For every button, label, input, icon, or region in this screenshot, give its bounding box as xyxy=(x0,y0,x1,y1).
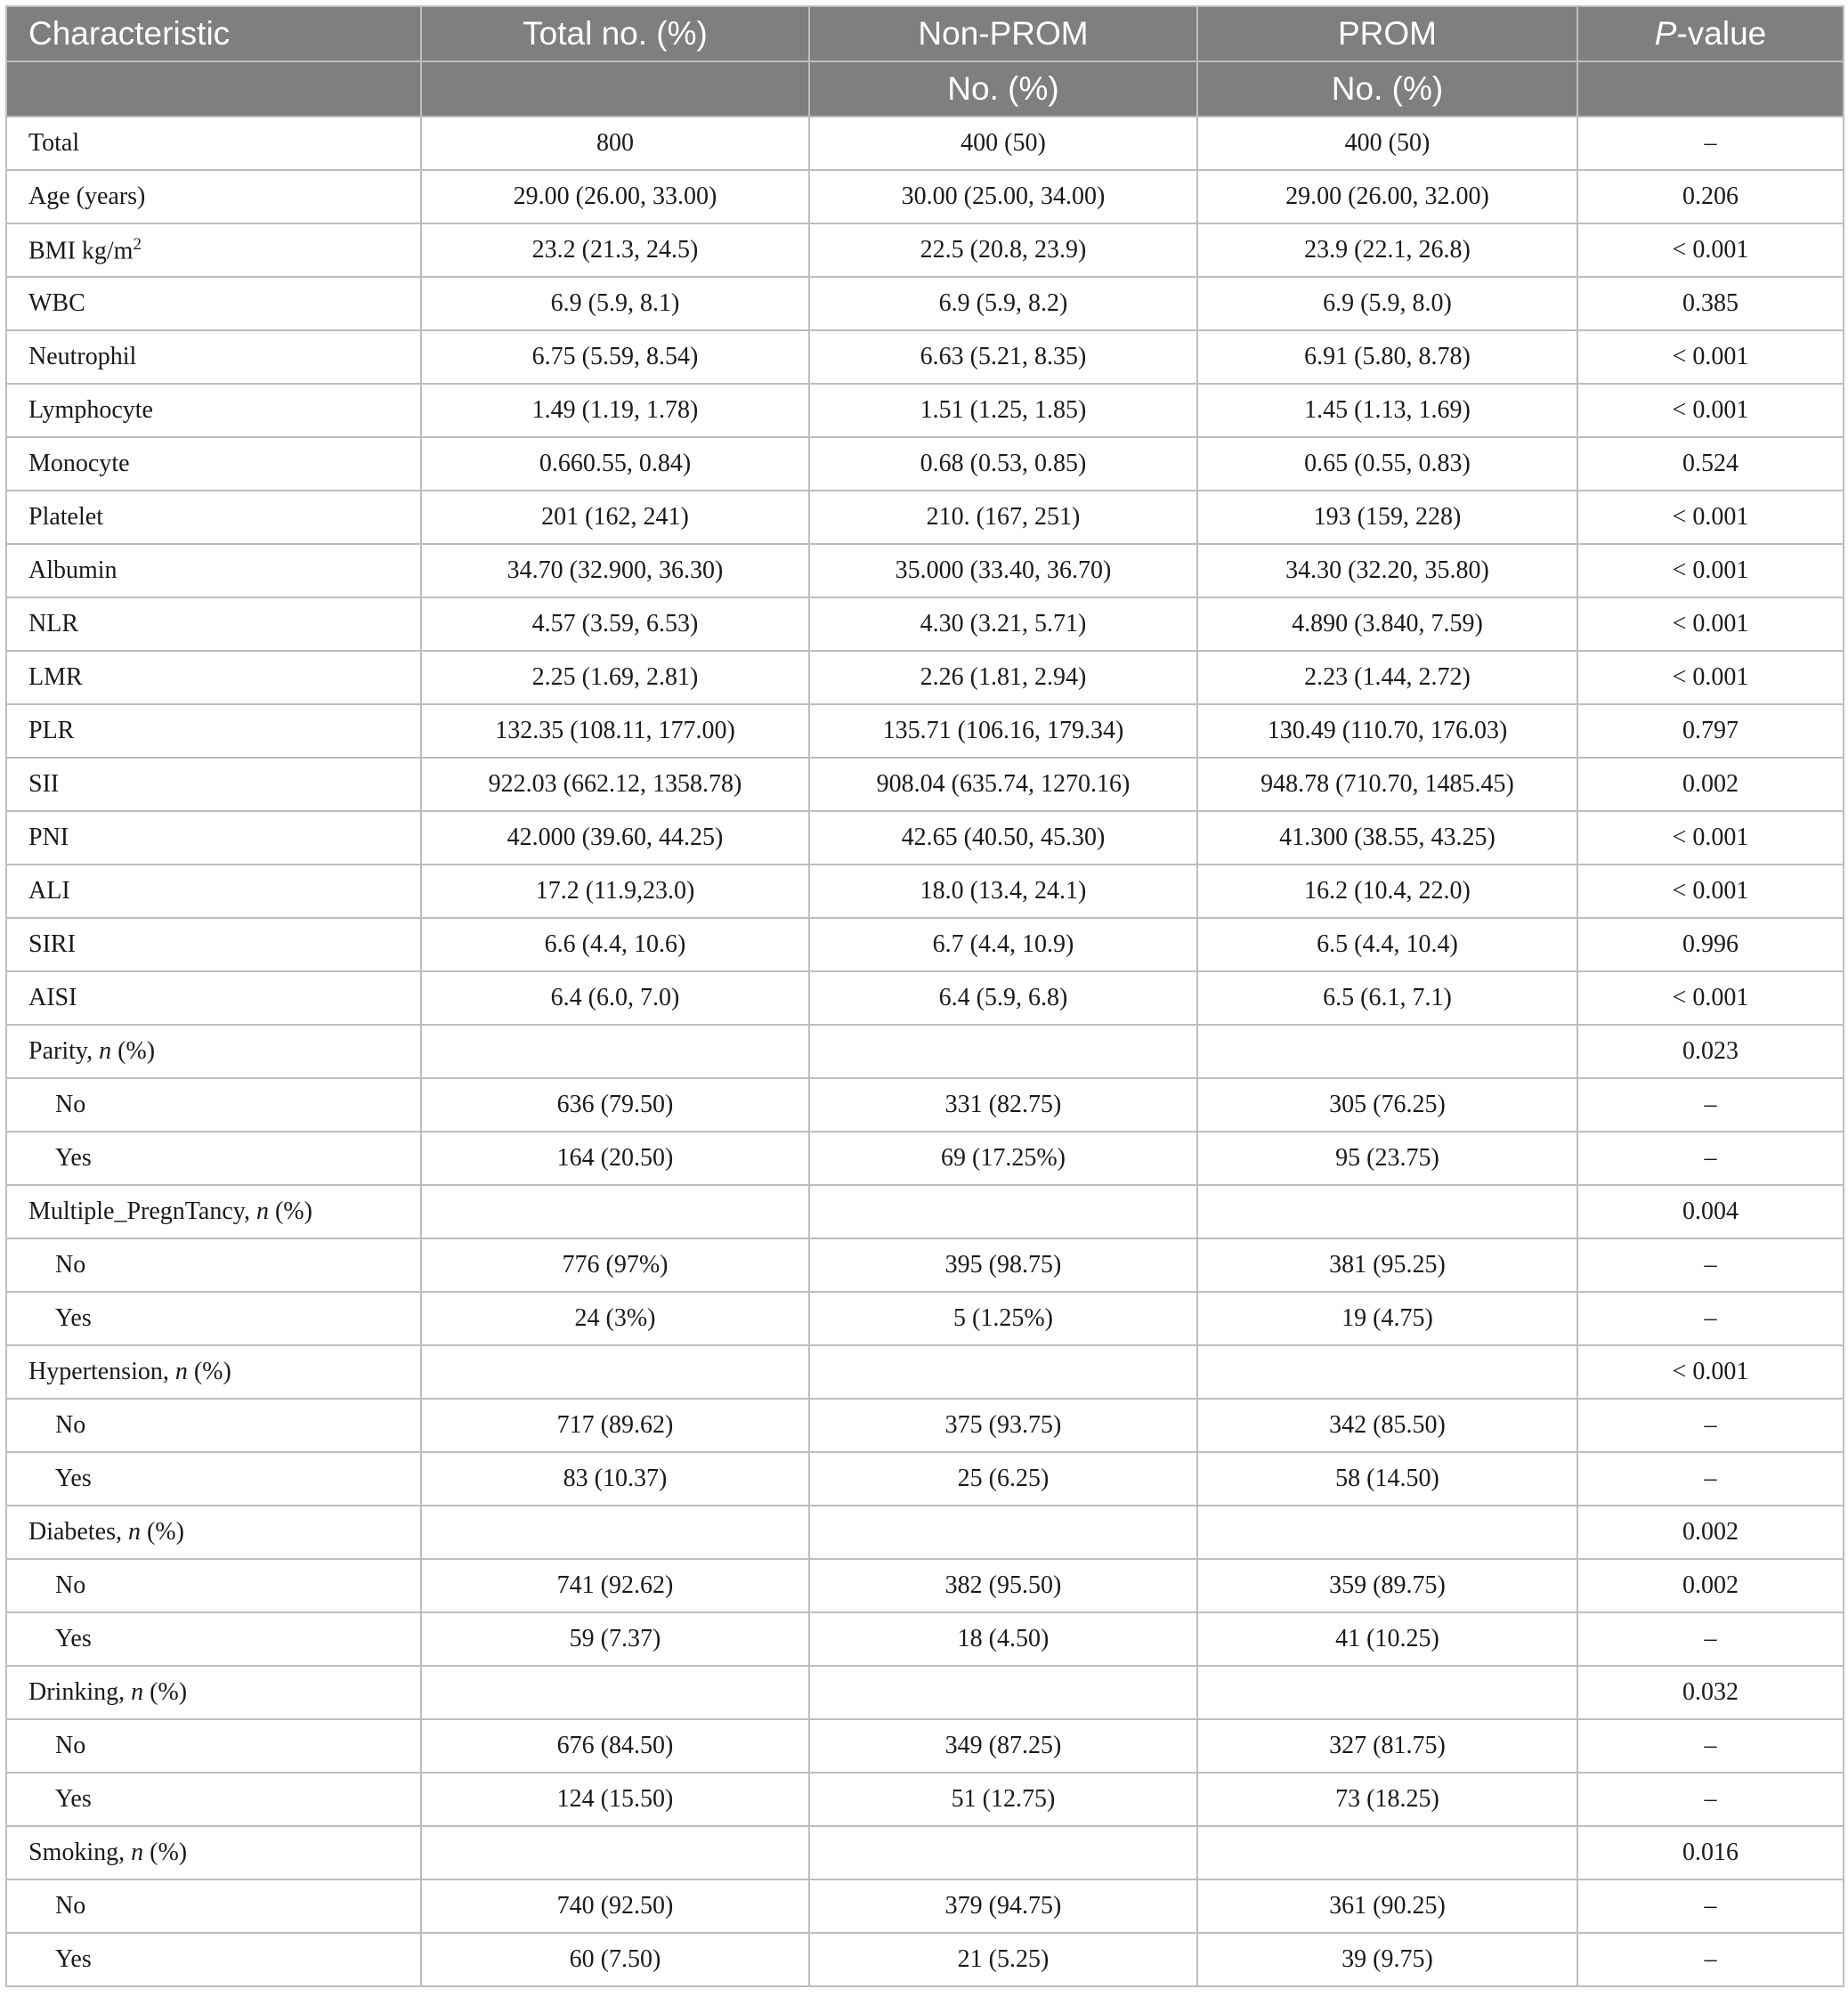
row-label-text: No xyxy=(55,1732,86,1759)
row-label xyxy=(6,865,421,918)
cell-p-value: – xyxy=(1577,1612,1844,1666)
row-label xyxy=(6,330,421,384)
header-sub-empty xyxy=(1577,61,1844,117)
header-non-prom: Non-PROM xyxy=(809,6,1197,61)
row-label-text: No xyxy=(55,1571,86,1599)
header-total: Total no. (%) xyxy=(421,6,809,61)
cell-prom xyxy=(1197,1826,1577,1879)
row-label xyxy=(6,597,421,651)
row-label-text: Parity, xyxy=(28,1037,100,1065)
cell-total: 29.00 (26.00, 33.00) xyxy=(421,170,809,223)
row-label-text: No xyxy=(55,1251,86,1279)
row-label xyxy=(6,437,421,491)
cell-total: 676 (84.50) xyxy=(421,1719,809,1773)
cell-total: 636 (79.50) xyxy=(421,1078,809,1132)
cell-total: 4.57 (3.59, 6.53) xyxy=(421,597,809,651)
table-row xyxy=(6,651,1844,704)
cell-prom: 6.5 (6.1, 7.1) xyxy=(1197,971,1577,1025)
header-subrow xyxy=(6,61,1844,117)
cell-prom: 130.49 (110.70, 176.03) xyxy=(1197,704,1577,758)
cell-prom: 342 (85.50) xyxy=(1197,1399,1577,1452)
row-label-text: Diabetes, xyxy=(28,1518,128,1546)
cell-p-value: – xyxy=(1577,117,1844,170)
table-row xyxy=(6,1933,1844,1986)
cell-prom: 95 (23.75) xyxy=(1197,1132,1577,1185)
cell-non-prom: 30.00 (25.00, 34.00) xyxy=(809,170,1197,223)
header-p-italic: P xyxy=(1654,15,1677,52)
cell-non-prom xyxy=(809,1025,1197,1078)
table-row xyxy=(6,704,1844,758)
table-row xyxy=(6,223,1844,277)
row-label-text: SII xyxy=(28,770,60,798)
table-row xyxy=(6,811,1844,865)
cell-prom: 29.00 (26.00, 32.00) xyxy=(1197,170,1577,223)
cell-non-prom: 22.5 (20.8, 23.9) xyxy=(809,223,1197,277)
cell-prom: 41.300 (38.55, 43.25) xyxy=(1197,811,1577,865)
row-label-text: AISI xyxy=(28,984,77,1011)
cell-total: 717 (89.62) xyxy=(421,1399,809,1452)
table-row xyxy=(6,330,1844,384)
cell-total xyxy=(421,1025,809,1078)
table-row xyxy=(6,1879,1844,1933)
cell-non-prom: 210. (167, 251) xyxy=(809,491,1197,544)
cell-p-value: 0.016 xyxy=(1577,1826,1844,1879)
cell-prom: 305 (76.25) xyxy=(1197,1078,1577,1132)
cell-non-prom: 18 (4.50) xyxy=(809,1612,1197,1666)
table-row xyxy=(6,1185,1844,1238)
table-row xyxy=(6,1452,1844,1506)
cell-total: 60 (7.50) xyxy=(421,1933,809,1986)
row-label-italic: n xyxy=(127,1518,141,1546)
row-label-text: LMR xyxy=(28,663,83,691)
table-row xyxy=(6,597,1844,651)
row-label-text: Albumin xyxy=(28,556,118,584)
cell-total: 23.2 (21.3, 24.5) xyxy=(421,223,809,277)
row-label xyxy=(6,1238,421,1292)
cell-non-prom: 5 (1.25%) xyxy=(809,1292,1197,1345)
cell-total: 741 (92.62) xyxy=(421,1559,809,1612)
cell-p-value: < 0.001 xyxy=(1577,1345,1844,1399)
cell-total: 6.9 (5.9, 8.1) xyxy=(421,277,809,330)
header-prom-sub: No. (%) xyxy=(1197,61,1577,117)
cell-non-prom: 908.04 (635.74, 1270.16) xyxy=(809,758,1197,811)
row-label-text: Yes xyxy=(55,1785,92,1813)
table-row xyxy=(6,971,1844,1025)
cell-prom: 327 (81.75) xyxy=(1197,1719,1577,1773)
row-label-text: Yes xyxy=(55,1945,92,1973)
row-label-suffix: (%) xyxy=(268,1197,312,1225)
cell-p-value: 0.206 xyxy=(1577,170,1844,223)
cell-non-prom: 21 (5.25) xyxy=(809,1933,1197,1986)
cell-p-value: – xyxy=(1577,1933,1844,1986)
header-non-prom-sub: No. (%) xyxy=(809,61,1197,117)
row-label-text: Hypertension, xyxy=(28,1358,175,1385)
table-row xyxy=(6,1666,1844,1719)
cell-non-prom: 42.65 (40.50, 45.30) xyxy=(809,811,1197,865)
cell-non-prom xyxy=(809,1826,1197,1879)
row-label-text: NLR xyxy=(28,610,78,637)
row-label xyxy=(6,1666,421,1719)
table-row xyxy=(6,117,1844,170)
table-row xyxy=(6,1132,1844,1185)
cell-p-value: 0.385 xyxy=(1577,277,1844,330)
row-label-italic: n xyxy=(131,1839,144,1866)
cell-p-value: – xyxy=(1577,1719,1844,1773)
row-label xyxy=(6,1345,421,1399)
row-label xyxy=(6,1506,421,1559)
cell-p-value: – xyxy=(1577,1399,1844,1452)
row-label xyxy=(6,1773,421,1826)
cell-p-value: 0.524 xyxy=(1577,437,1844,491)
cell-non-prom xyxy=(809,1666,1197,1719)
cell-p-value: 0.004 xyxy=(1577,1185,1844,1238)
header-p-rest: -value xyxy=(1676,15,1767,52)
row-label-suffix: (%) xyxy=(143,1839,188,1866)
row-label xyxy=(6,170,421,223)
cell-p-value: < 0.001 xyxy=(1577,384,1844,437)
cell-non-prom: 382 (95.50) xyxy=(809,1559,1197,1612)
cell-total: 83 (10.37) xyxy=(421,1452,809,1506)
row-label-text: Yes xyxy=(55,1465,92,1492)
row-label xyxy=(6,1078,421,1132)
table-body xyxy=(6,117,1844,1986)
cell-total: 6.75 (5.59, 8.54) xyxy=(421,330,809,384)
row-label-text: Smoking, xyxy=(28,1839,132,1866)
cell-non-prom: 331 (82.75) xyxy=(809,1078,1197,1132)
row-label-text: Total xyxy=(28,129,80,157)
row-label-text: SIRI xyxy=(28,930,76,958)
header-row xyxy=(6,6,1844,61)
cell-prom: 6.5 (4.4, 10.4) xyxy=(1197,918,1577,971)
cell-prom: 2.23 (1.44, 2.72) xyxy=(1197,651,1577,704)
row-label xyxy=(6,277,421,330)
cell-non-prom: 379 (94.75) xyxy=(809,1879,1197,1933)
header-p-value xyxy=(1577,6,1844,61)
row-label-text: Multiple_PregnTancy, xyxy=(28,1197,256,1225)
row-label xyxy=(6,223,421,277)
row-label-italic: n xyxy=(131,1678,144,1706)
row-label-italic: n xyxy=(255,1197,269,1225)
cell-total: 34.70 (32.900, 36.30) xyxy=(421,544,809,597)
row-label xyxy=(6,1612,421,1666)
cell-p-value: < 0.001 xyxy=(1577,330,1844,384)
cell-prom xyxy=(1197,1185,1577,1238)
row-label-text: Monocyte xyxy=(28,450,130,477)
row-label xyxy=(6,918,421,971)
table-row xyxy=(6,384,1844,437)
cell-prom: 0.65 (0.55, 0.83) xyxy=(1197,437,1577,491)
table-row xyxy=(6,170,1844,223)
cell-non-prom: 400 (50) xyxy=(809,117,1197,170)
cell-prom: 34.30 (32.20, 35.80) xyxy=(1197,544,1577,597)
cell-prom: 4.890 (3.840, 7.59) xyxy=(1197,597,1577,651)
cell-non-prom: 6.7 (4.4, 10.9) xyxy=(809,918,1197,971)
cell-total: 0.660.55, 0.84) xyxy=(421,437,809,491)
row-label xyxy=(6,544,421,597)
table-row xyxy=(6,865,1844,918)
row-label-text: Yes xyxy=(55,1304,92,1332)
cell-p-value: – xyxy=(1577,1078,1844,1132)
cell-prom: 41 (10.25) xyxy=(1197,1612,1577,1666)
table-row xyxy=(6,1078,1844,1132)
row-label-italic: n xyxy=(174,1358,188,1385)
cell-prom: 39 (9.75) xyxy=(1197,1933,1577,1986)
table-row xyxy=(6,1399,1844,1452)
row-label xyxy=(6,1879,421,1933)
cell-p-value: 0.002 xyxy=(1577,758,1844,811)
row-label xyxy=(6,384,421,437)
row-label-text: Lymphocyte xyxy=(28,396,153,424)
table-row xyxy=(6,277,1844,330)
table-row xyxy=(6,1719,1844,1773)
row-label xyxy=(6,117,421,170)
row-label xyxy=(6,811,421,865)
cell-total: 6.4 (6.0, 7.0) xyxy=(421,971,809,1025)
table-row xyxy=(6,1345,1844,1399)
cell-p-value: < 0.001 xyxy=(1577,223,1844,277)
row-label-suffix: (%) xyxy=(187,1358,231,1385)
header-prom: PROM xyxy=(1197,6,1577,61)
cell-non-prom: 35.000 (33.40, 36.70) xyxy=(809,544,1197,597)
row-label-suffix: (%) xyxy=(111,1037,156,1065)
row-label xyxy=(6,1399,421,1452)
cell-prom: 58 (14.50) xyxy=(1197,1452,1577,1506)
row-label-text: Yes xyxy=(55,1625,92,1652)
cell-total xyxy=(421,1826,809,1879)
cell-prom xyxy=(1197,1506,1577,1559)
table-row xyxy=(6,1025,1844,1078)
cell-p-value: < 0.001 xyxy=(1577,865,1844,918)
cell-non-prom xyxy=(809,1506,1197,1559)
cell-non-prom: 18.0 (13.4, 24.1) xyxy=(809,865,1197,918)
cell-non-prom xyxy=(809,1185,1197,1238)
row-label-suffix: (%) xyxy=(140,1518,184,1546)
row-label-text: BMI kg/m xyxy=(28,237,134,265)
row-label-text: Age (years) xyxy=(28,183,146,210)
cell-non-prom: 375 (93.75) xyxy=(809,1399,1197,1452)
cell-total: 2.25 (1.69, 2.81) xyxy=(421,651,809,704)
cell-p-value: 0.032 xyxy=(1577,1666,1844,1719)
cell-total: 776 (97%) xyxy=(421,1238,809,1292)
cell-total: 59 (7.37) xyxy=(421,1612,809,1666)
row-label xyxy=(6,1559,421,1612)
cell-non-prom: 25 (6.25) xyxy=(809,1452,1197,1506)
cell-total: 6.6 (4.4, 10.6) xyxy=(421,918,809,971)
cell-p-value: 0.002 xyxy=(1577,1506,1844,1559)
row-label xyxy=(6,1452,421,1506)
cell-total xyxy=(421,1506,809,1559)
row-label-text: No xyxy=(55,1892,86,1920)
cell-total: 42.000 (39.60, 44.25) xyxy=(421,811,809,865)
row-label-text: Neutrophil xyxy=(28,343,137,370)
row-label-text: Yes xyxy=(55,1144,92,1172)
cell-p-value: < 0.001 xyxy=(1577,597,1844,651)
row-label xyxy=(6,1933,421,1986)
cell-p-value: – xyxy=(1577,1879,1844,1933)
row-label-text: ALI xyxy=(28,877,70,905)
row-label-italic: n xyxy=(99,1037,112,1065)
cell-non-prom: 0.68 (0.53, 0.85) xyxy=(809,437,1197,491)
cell-p-value: – xyxy=(1577,1132,1844,1185)
cell-total: 164 (20.50) xyxy=(421,1132,809,1185)
cell-p-value: – xyxy=(1577,1773,1844,1826)
table-row xyxy=(6,758,1844,811)
table-row xyxy=(6,918,1844,971)
table-row xyxy=(6,1773,1844,1826)
cell-p-value: < 0.001 xyxy=(1577,491,1844,544)
table-header xyxy=(6,6,1844,117)
cell-non-prom: 69 (17.25%) xyxy=(809,1132,1197,1185)
row-label-text: Platelet xyxy=(28,503,103,531)
cell-non-prom xyxy=(809,1345,1197,1399)
cell-non-prom: 6.63 (5.21, 8.35) xyxy=(809,330,1197,384)
cell-non-prom: 395 (98.75) xyxy=(809,1238,1197,1292)
cell-total: 740 (92.50) xyxy=(421,1879,809,1933)
cell-non-prom: 51 (12.75) xyxy=(809,1773,1197,1826)
row-label-text: Drinking, xyxy=(28,1678,132,1706)
cell-total: 24 (3%) xyxy=(421,1292,809,1345)
row-label xyxy=(6,491,421,544)
cell-prom: 359 (89.75) xyxy=(1197,1559,1577,1612)
row-label xyxy=(6,1025,421,1078)
cell-prom: 16.2 (10.4, 22.0) xyxy=(1197,865,1577,918)
row-label-text: No xyxy=(55,1411,86,1439)
table-row xyxy=(6,1238,1844,1292)
cell-p-value: 0.002 xyxy=(1577,1559,1844,1612)
table-row xyxy=(6,1559,1844,1612)
row-label xyxy=(6,1132,421,1185)
cell-non-prom: 135.71 (106.16, 179.34) xyxy=(809,704,1197,758)
header-sub-empty xyxy=(6,61,421,117)
table-row xyxy=(6,1292,1844,1345)
cell-prom xyxy=(1197,1666,1577,1719)
table-row xyxy=(6,1506,1844,1559)
cell-p-value: 0.797 xyxy=(1577,704,1844,758)
row-label xyxy=(6,971,421,1025)
cell-prom: 193 (159, 228) xyxy=(1197,491,1577,544)
row-label-superscript: 2 xyxy=(133,234,142,254)
cell-total xyxy=(421,1185,809,1238)
characteristics-table xyxy=(5,5,1844,1987)
cell-prom: 948.78 (710.70, 1485.45) xyxy=(1197,758,1577,811)
row-label xyxy=(6,651,421,704)
cell-non-prom: 6.9 (5.9, 8.2) xyxy=(809,277,1197,330)
row-label xyxy=(6,704,421,758)
row-label-text: WBC xyxy=(28,289,85,317)
cell-total: 922.03 (662.12, 1358.78) xyxy=(421,758,809,811)
cell-non-prom: 6.4 (5.9, 6.8) xyxy=(809,971,1197,1025)
cell-prom: 6.9 (5.9, 8.0) xyxy=(1197,277,1577,330)
cell-prom: 1.45 (1.13, 1.69) xyxy=(1197,384,1577,437)
cell-p-value: – xyxy=(1577,1238,1844,1292)
cell-total xyxy=(421,1666,809,1719)
row-label-text: No xyxy=(55,1091,86,1118)
cell-p-value: 0.996 xyxy=(1577,918,1844,971)
table-row xyxy=(6,491,1844,544)
table-row xyxy=(6,544,1844,597)
cell-prom xyxy=(1197,1025,1577,1078)
cell-prom: 6.91 (5.80, 8.78) xyxy=(1197,330,1577,384)
cell-non-prom: 2.26 (1.81, 2.94) xyxy=(809,651,1197,704)
row-label-suffix: (%) xyxy=(143,1678,188,1706)
cell-total: 1.49 (1.19, 1.78) xyxy=(421,384,809,437)
row-label xyxy=(6,758,421,811)
cell-total: 800 xyxy=(421,117,809,170)
cell-non-prom: 1.51 (1.25, 1.85) xyxy=(809,384,1197,437)
row-label-text: PNI xyxy=(28,824,69,851)
row-label xyxy=(6,1826,421,1879)
cell-p-value: < 0.001 xyxy=(1577,544,1844,597)
row-label-text: PLR xyxy=(28,717,75,744)
row-label xyxy=(6,1292,421,1345)
cell-non-prom: 349 (87.25) xyxy=(809,1719,1197,1773)
cell-prom xyxy=(1197,1345,1577,1399)
cell-prom: 381 (95.25) xyxy=(1197,1238,1577,1292)
cell-prom: 73 (18.25) xyxy=(1197,1773,1577,1826)
cell-p-value: 0.023 xyxy=(1577,1025,1844,1078)
header-sub-empty xyxy=(421,61,809,117)
cell-prom: 361 (90.25) xyxy=(1197,1879,1577,1933)
cell-total: 124 (15.50) xyxy=(421,1773,809,1826)
cell-p-value: < 0.001 xyxy=(1577,651,1844,704)
cell-prom: 400 (50) xyxy=(1197,117,1577,170)
table-row xyxy=(6,437,1844,491)
cell-p-value: < 0.001 xyxy=(1577,971,1844,1025)
cell-prom: 23.9 (22.1, 26.8) xyxy=(1197,223,1577,277)
cell-non-prom: 4.30 (3.21, 5.71) xyxy=(809,597,1197,651)
cell-total: 201 (162, 241) xyxy=(421,491,809,544)
row-label xyxy=(6,1185,421,1238)
table-row xyxy=(6,1826,1844,1879)
cell-total: 132.35 (108.11, 177.00) xyxy=(421,704,809,758)
row-label xyxy=(6,1719,421,1773)
header-characteristic: Characteristic xyxy=(6,6,421,61)
cell-total: 17.2 (11.9,23.0) xyxy=(421,865,809,918)
cell-total xyxy=(421,1345,809,1399)
cell-p-value: – xyxy=(1577,1452,1844,1506)
cell-prom: 19 (4.75) xyxy=(1197,1292,1577,1345)
cell-p-value: – xyxy=(1577,1292,1844,1345)
cell-p-value: < 0.001 xyxy=(1577,811,1844,865)
table-row xyxy=(6,1612,1844,1666)
